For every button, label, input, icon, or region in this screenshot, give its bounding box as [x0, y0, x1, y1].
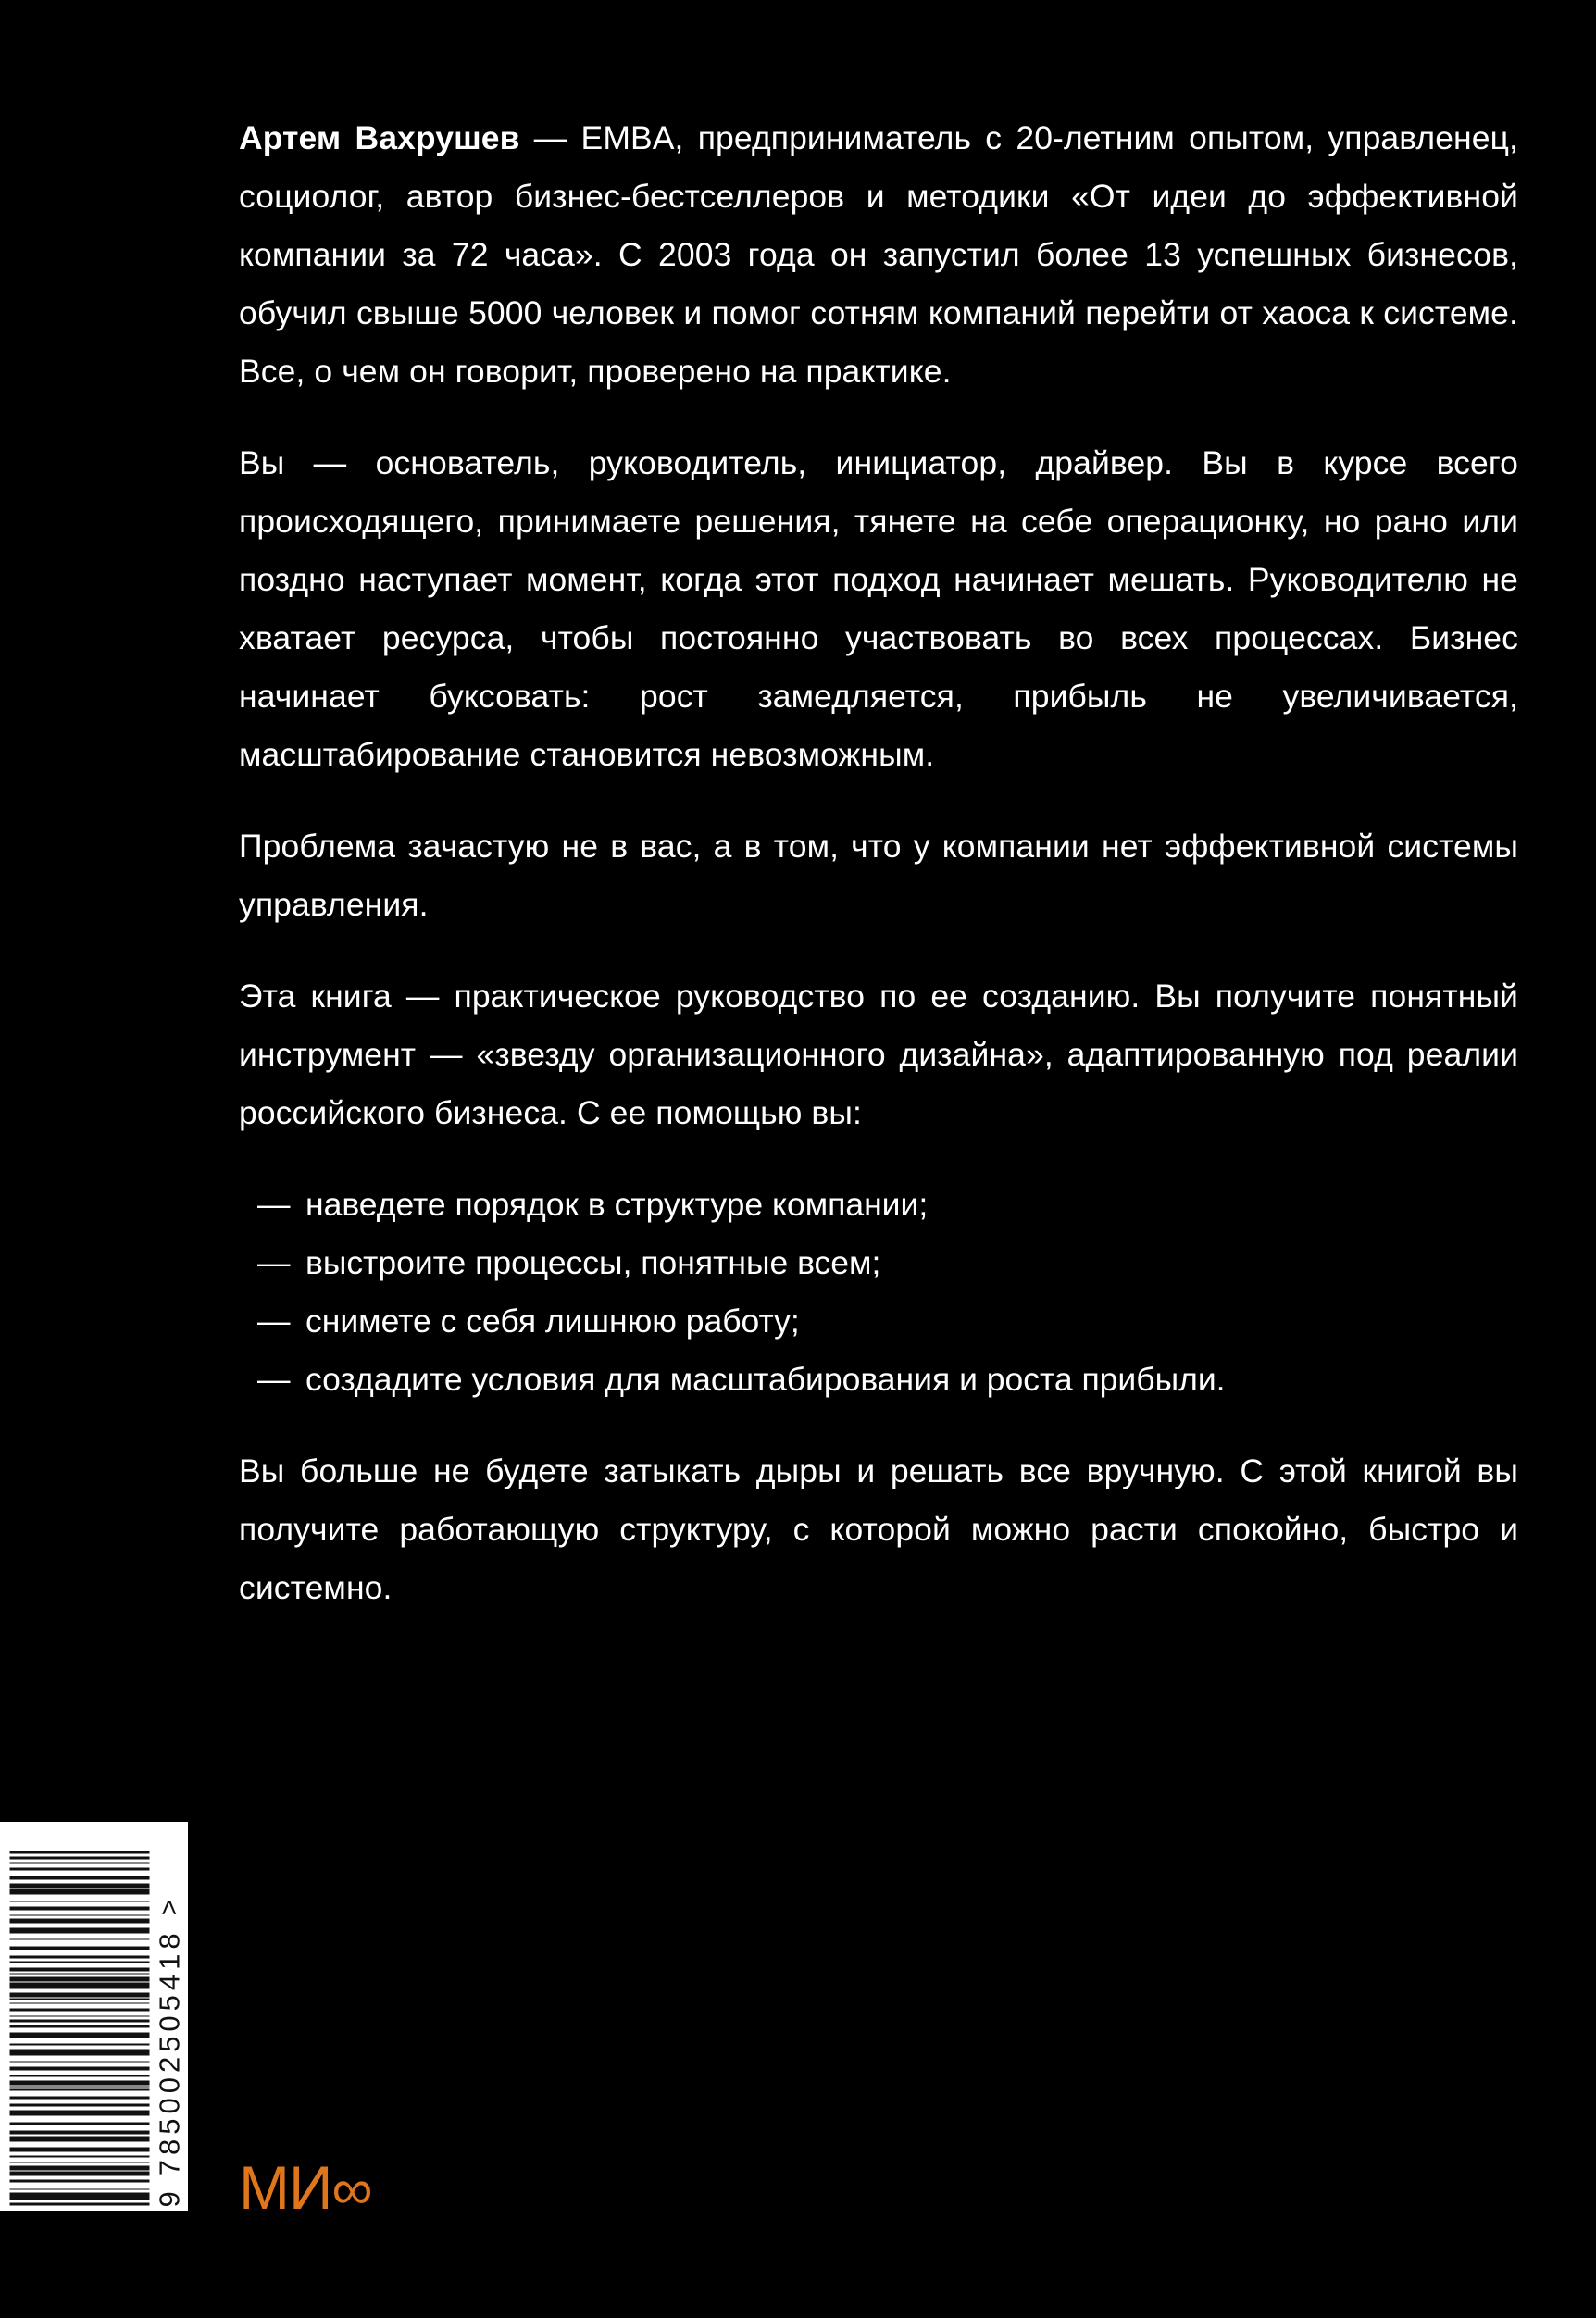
- barcode-bar: [9, 2192, 149, 2197]
- barcode-inner: [0, 1822, 188, 2211]
- barcode-bar: [9, 2099, 149, 2103]
- barcode-bar: [9, 1950, 149, 1955]
- barcode-bar: [9, 2055, 149, 2061]
- barcode-bar: [9, 1946, 149, 1950]
- barcode-bar: [9, 2011, 149, 2015]
- barcode-bar: [9, 1879, 149, 1884]
- barcode-bar: [9, 2165, 149, 2170]
- list-item: [239, 1292, 1518, 1351]
- barcode-bar: [9, 2045, 149, 2050]
- barcode-bar: [9, 2125, 149, 2130]
- em-dash-icon: —: [257, 1244, 291, 1281]
- barcode-suffix: >: [154, 1894, 184, 1915]
- infinity-icon: ∞: [331, 2158, 373, 2222]
- barcode-bar: [9, 2049, 149, 2054]
- paragraph-closing: Вы больше не будете затыкать дыры и решать все вручную. С этой книгой вы получите работающую структуру, с которой можно расти спокойно, быстро и системно.: [239, 1452, 1518, 1606]
- barcode-bar: [9, 1933, 149, 1938]
- em-dash-icon: —: [257, 1361, 291, 1398]
- barcode-bar: [9, 1967, 149, 1972]
- barcode-bar: [9, 2080, 149, 2085]
- author-bio-text: — EMBA, предприниматель с 20-летним опытом, управленец, социолог, автор бизнес-бестселлеров и методики «От идеи до эффективной компании за 72 часа». С 2003 года он запустил более 13 успешных бизнесов, обучил свыше 5000 человек и помог сотням компаний перейти от хаоса к системе. Все, о чем он говорит, проверено на практике.: [239, 119, 1519, 390]
- barcode-digits-main: 785002505418: [153, 1927, 185, 2175]
- list-item: [239, 1351, 1518, 1409]
- publisher-logo-letters: МИ: [239, 2153, 332, 2222]
- barcode-bar: [9, 2032, 149, 2038]
- em-dash-icon: —: [257, 1186, 291, 1223]
- paragraph-problem-statement: Проблема зачастую не в вас, а в том, что у компании нет эффективной системы управления.: [239, 828, 1518, 923]
- barcode-bar: [9, 1939, 149, 1945]
- barcode-bar: [9, 1863, 149, 1868]
- barcode-bar: [9, 1927, 149, 1933]
- barcode-bars: [0, 1822, 151, 2211]
- barcode-bar: [9, 1851, 149, 1853]
- barcode-bar: [9, 2130, 149, 2135]
- barcode-bar: [9, 2136, 149, 2141]
- barcode-bar: [9, 2157, 149, 2162]
- barcode-bar: [9, 1910, 149, 1914]
- barcode-bar: [9, 2062, 149, 2066]
- barcode-bar: [9, 2090, 149, 2096]
- isbn-barcode: [0, 1822, 188, 2211]
- barcode-number: [151, 1822, 188, 2211]
- barcode-bar: [9, 2147, 149, 2151]
- em-dash-icon: —: [257, 1302, 291, 1340]
- barcode-bar: [9, 2171, 149, 2175]
- blurb-text-block: [239, 109, 1518, 1651]
- barcode-bar: [9, 2115, 149, 2121]
- barcode-bar: [9, 2003, 149, 2008]
- barcode-bar: [9, 1901, 149, 1906]
- barcode-bar: [9, 2106, 149, 2111]
- barcode-bar: [9, 1906, 149, 1911]
- barcode-bar: [9, 2076, 149, 2081]
- barcode-bar: [9, 1918, 149, 1923]
- barcode-bar: [9, 2175, 149, 2180]
- benefits-list: [239, 1176, 1518, 1409]
- barcode-bar: [9, 1894, 149, 1900]
- paragraph-author-bio: [239, 109, 1518, 401]
- barcode-bar: [9, 1976, 149, 1981]
- barcode-bar: [9, 2038, 149, 2043]
- barcode-bar: [9, 2141, 149, 2147]
- barcode-bar: [9, 1870, 149, 1876]
- list-item: [239, 1176, 1518, 1234]
- barcode-lead-digit: 9: [153, 2186, 185, 2207]
- barcode-bar: [9, 1883, 149, 1888]
- barcode-bar: [9, 1982, 149, 1988]
- barcode-bar: [9, 2070, 149, 2075]
- paragraph-book-promise: Эта книга — практическое руководство по ее созданию. Вы получите понятный инструмент — «звезду организационного дизайна», адаптированную под реалии российского бизнеса. С ее помощью вы:: [239, 978, 1518, 1131]
- paragraph-problem-setup: Вы — основатель, руководитель, инициатор, драйвер. Вы в курсе всего происходящего, принимаете решения, тянете на себе операционку, но рано или поздно наступает момент, когда этот подход начинает мешать. Руководителю не хватает ресурса, чтобы постоянно участвовать во всех процессах. Бизнес начинает буксовать: рост замедляется, прибыль не увеличивается, масштабирование становится невозможным.: [239, 444, 1518, 773]
- barcode-bar: [9, 1888, 149, 1894]
- list-item-label: снимете с себя лишнюю работу;: [305, 1302, 800, 1340]
- list-item: [239, 1234, 1518, 1292]
- barcode-bar: [9, 1963, 149, 1967]
- list-item-label: создадите условия для масштабирования и роста прибыли.: [305, 1361, 1226, 1398]
- publisher-logo-mif: [239, 2153, 373, 2222]
- list-item-label: наведете порядок в структуре компании;: [305, 1186, 929, 1223]
- barcode-bar: [9, 2066, 149, 2071]
- author-name: Артем Вахрушев: [239, 119, 520, 156]
- barcode-bar: [9, 1923, 149, 1927]
- barcode-bar: [9, 2110, 149, 2115]
- list-item-label: выстроите процессы, понятные всем;: [305, 1244, 881, 1281]
- barcode-bar: [9, 1992, 149, 1997]
- barcode-bar: [9, 2151, 149, 2156]
- barcode-bar: [9, 2182, 149, 2187]
- barcode-bar: [9, 1988, 149, 1993]
